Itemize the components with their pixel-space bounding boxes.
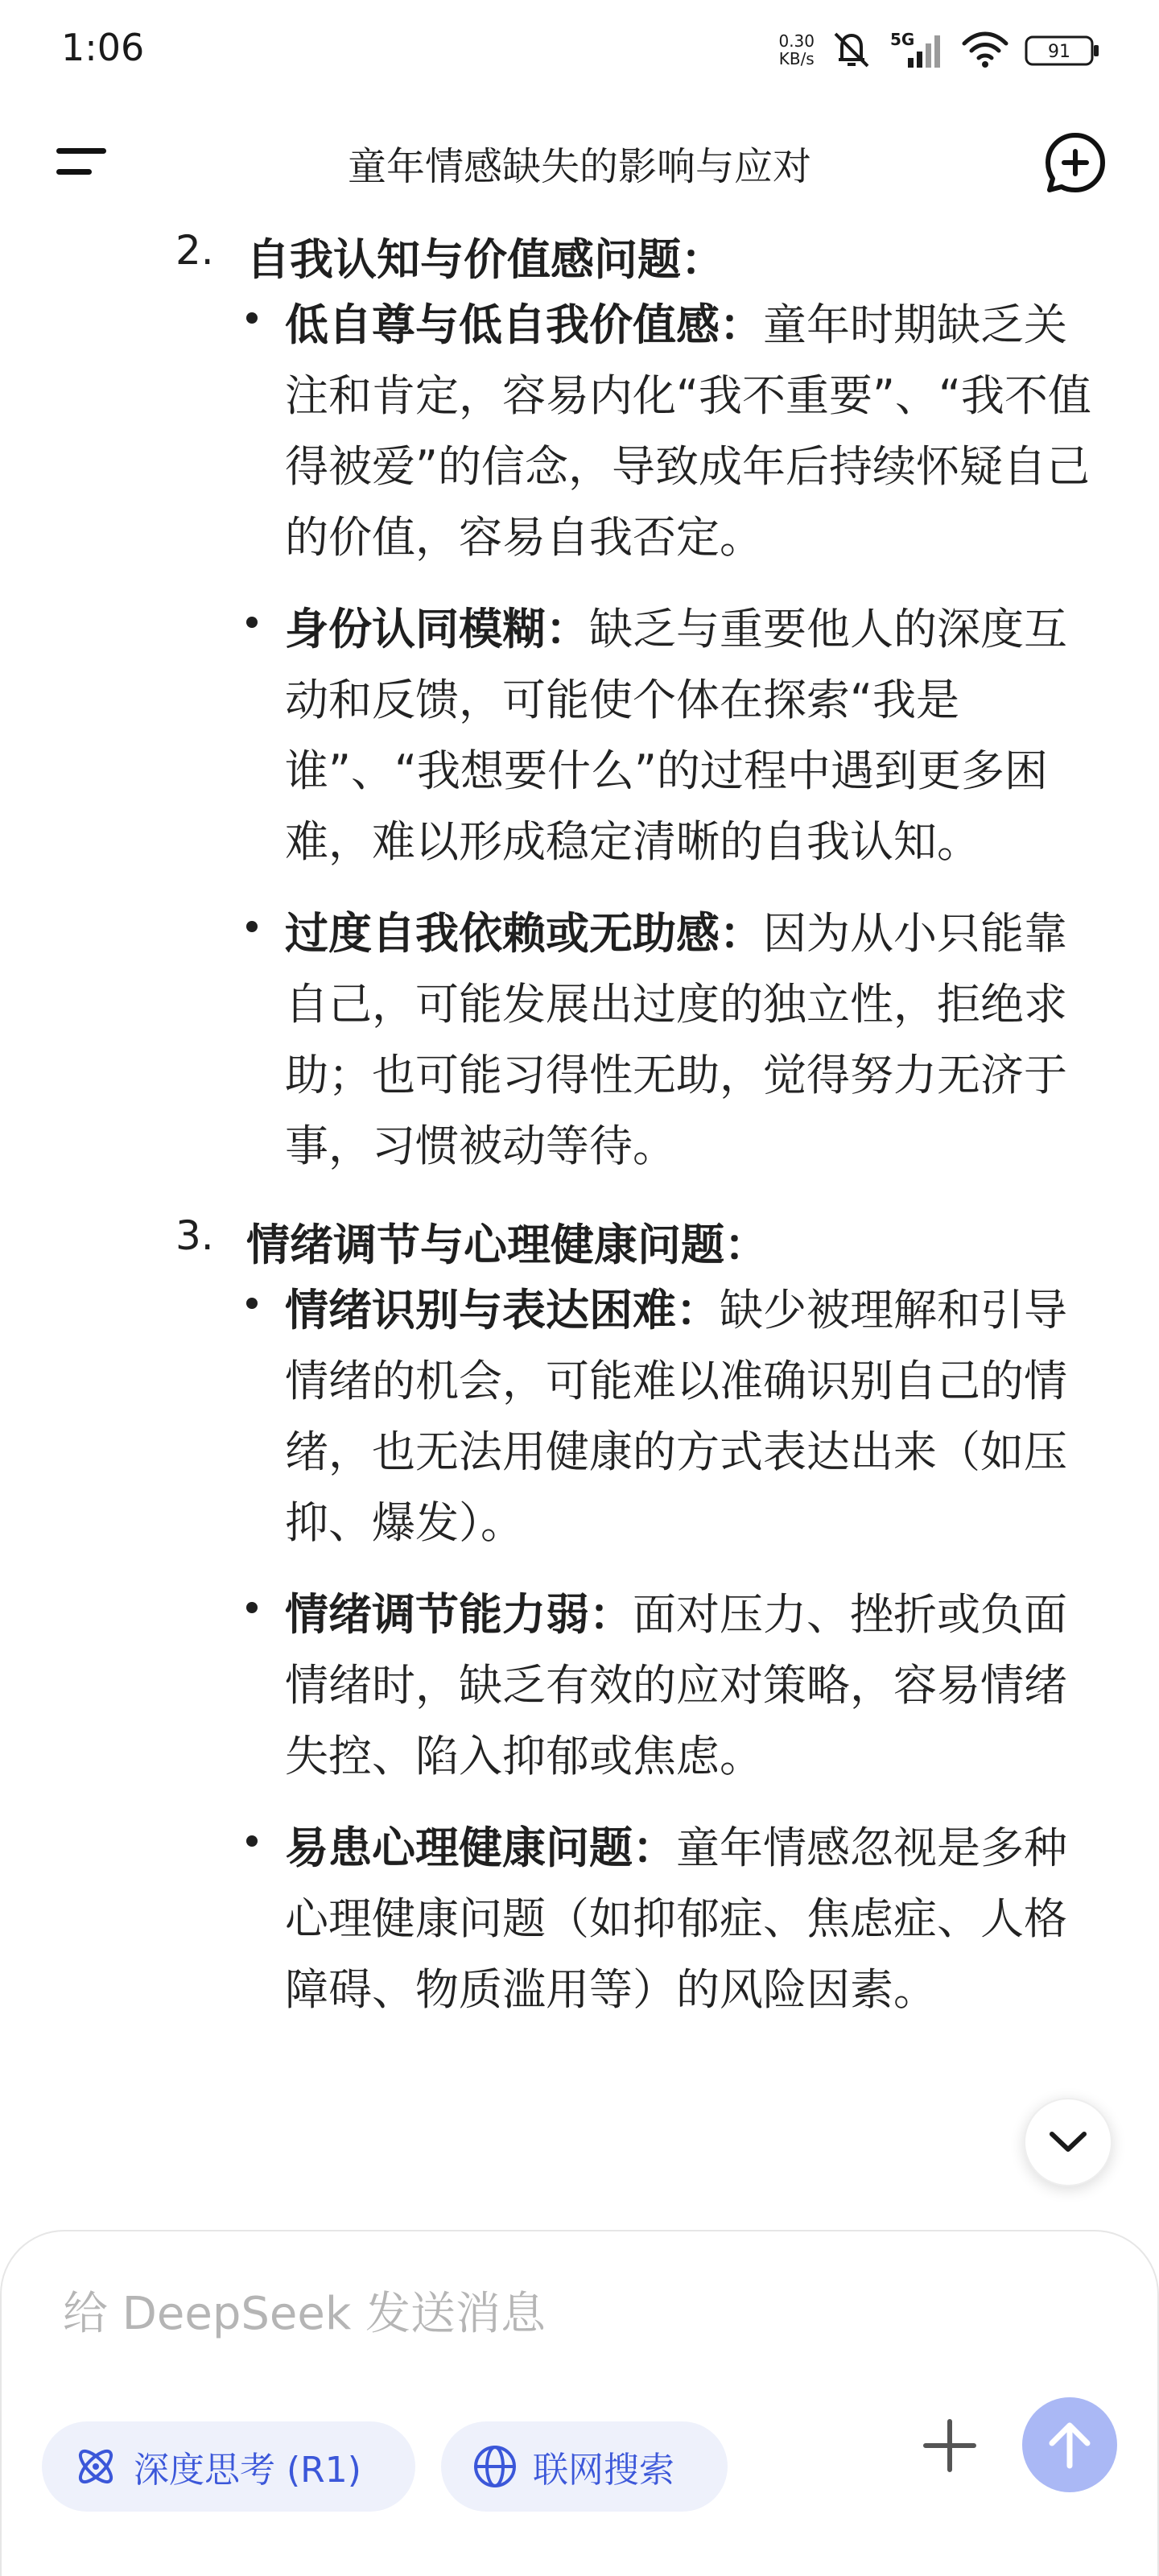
message-content (0, 217, 1159, 2230)
message-input[interactable]: 给 DeepSeek 发送消息 (63, 2288, 547, 2340)
list-item-text (285, 1579, 1103, 1792)
status-icons (778, 27, 1101, 72)
list-item-label: 情绪调节能力弱： (285, 1589, 633, 1640)
plus-icon (918, 2413, 982, 2478)
section-title: 自我认知与价值感问题： (246, 234, 724, 285)
section-self-cognition (0, 217, 1159, 1182)
list-item-text (285, 290, 1103, 573)
list-item-label: 低自尊与低自我价值感： (285, 299, 763, 350)
attach-button[interactable] (918, 2413, 982, 2478)
scroll-to-bottom-button[interactable] (1024, 2098, 1112, 2186)
atom-icon (72, 2443, 119, 2490)
bullet-dot (246, 1602, 258, 1613)
section-title: 情绪调节与心理健康问题： (246, 1220, 768, 1270)
message-composer (0, 2230, 1159, 2576)
web-search-toggle[interactable] (441, 2421, 728, 2512)
bullet-dot (246, 1298, 258, 1309)
bullet-dot (246, 617, 258, 628)
wifi-icon (961, 29, 1009, 71)
section-number: 3. (175, 1212, 214, 1259)
web-search-label: 联网搜索 (533, 2450, 674, 2491)
list-item-label: 过度自我依赖或无助感： (285, 908, 763, 959)
section-emotion-regulation (0, 1203, 1159, 2025)
status-time: 1:06 (61, 26, 145, 69)
bullet-dot (246, 1835, 258, 1847)
battery-icon (1024, 29, 1101, 71)
list-item (0, 1579, 1159, 1792)
bullet-dot (246, 312, 258, 324)
section-heading (0, 217, 1159, 290)
status-bar (0, 0, 1159, 97)
list-item (0, 594, 1159, 877)
network-type-label: 5G (890, 30, 915, 49)
list-item-label: 情绪识别与表达困难： (285, 1285, 720, 1335)
list-item-text (285, 1275, 1103, 1558)
chat-header (0, 113, 1159, 209)
list-item-label: 易患心理健康问题： (285, 1823, 676, 1873)
section-heading (0, 1203, 1159, 1275)
list-item-body: 缺乏与重要他人的深度互动和反馈，可能使个体在探索“我是谁”、“我想要什么”的过程中遇到更多困难，难以形成稳定清晰的自我认知。 (285, 604, 1067, 867)
list-item (0, 1813, 1159, 2025)
section-number: 2. (175, 227, 214, 274)
list-item-label: 身份认同模糊： (285, 604, 589, 654)
list-item-body: 缺少被理解和引导情绪的机会，可能难以准确识别自己的情绪，也无法用健康的方式表达出来（如压抑、爆发）。 (285, 1285, 1067, 1548)
list-item (0, 290, 1159, 573)
list-item (0, 898, 1159, 1182)
list-item-body: 童年情感忽视是多种心理健康问题（如抑郁症、焦虑症、人格障碍、物质滥用等）的风险因素。 (285, 1823, 1067, 2015)
globe-icon (472, 2443, 518, 2490)
mute-icon (829, 29, 874, 71)
deep-think-toggle[interactable] (42, 2421, 415, 2512)
new-chat-button[interactable] (1043, 130, 1107, 195)
send-button[interactable] (1022, 2397, 1117, 2492)
arrow-up-icon (1046, 2419, 1094, 2471)
net-speed (778, 32, 815, 68)
net-speed-value: 0.30 (778, 31, 815, 51)
bullet-dot (246, 921, 258, 932)
list-item-text (285, 594, 1103, 877)
list-item-text (285, 1813, 1103, 2025)
list-item-body: 面对压力、挫折或负面情绪时，缺乏有效的应对策略，容易情绪失控、陷入抑郁或焦虑。 (285, 1589, 1067, 1781)
list-item-text (285, 898, 1103, 1182)
battery-level: 91 (1048, 42, 1070, 62)
net-speed-unit: KB/s (778, 49, 815, 68)
new-chat-icon (1043, 130, 1107, 195)
signal-icon (889, 29, 947, 71)
deep-think-label: 深度思考 (R1) (134, 2450, 361, 2491)
chevron-down-icon (1048, 2130, 1088, 2154)
list-item-body: 童年时期缺乏关注和肯定，容易内化“我不重要”、“我不值得被爱”的信念，导致成年后持续怀疑自己的价值，容易自我否定。 (285, 299, 1091, 563)
list-item (0, 1275, 1159, 1558)
chat-title[interactable]: 童年情感缺失的影响与应对 (347, 144, 811, 189)
list-item-body: 因为从小只能靠自己，可能发展出过度的独立性，拒绝求助；也可能习得性无助，觉得努力无济于事，习惯被动等待。 (285, 908, 1067, 1171)
